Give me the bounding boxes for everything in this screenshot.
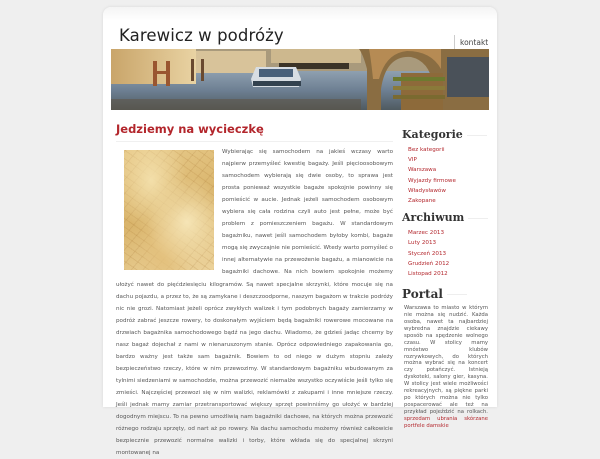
list-item: [408, 249, 488, 259]
banner-post-4: [201, 59, 204, 81]
post-text: Wybierając się samochodem na jakieś wczasy warto najpierw przemyśleć kwestię bagaży. Jeśli pięcioosobowym samochodem wybierają się dwie osoby, to sprawa jest prosta ponieważ wszystkie bagaże spokojnie powinny się pomieścić w aucie. Jednak jeżeli samochodem osobowym wybiera się cała rodzina czyli auto jest pełne, może być problem z pomieszczeniem bagażu. W standardowym bagażniku, nawet jeśli samochodem byłoby kombi, bagaże mogą się zwyczajnie nie pomieścić. Wtedy warto pomyśleć o innej alternatywie na przewożenie bagażu, a mianowicie na bagażniki dachowe. Na nich bowiem spokojnie możemy ułożyć nawet do pięćdziesięciu kilogramów. Są nawet specjalne skrzynki, które mocuje się na dachu pojazdu, a przez to, że są zamykane i deszczoodporne, naszym bagażom w trakcie podróży nic nie grozi. Natomiast jeżeli oprócz zwykłych walizek i tym podobnych bagaży zamierzamy w podróż zabrać jeszcze rowery, to doskonałym wyjściem będą bagażniki rowerowe mocowane na drzwiach bagażnika samochodowego bądź na jego dachu. Wiadomo, że gdzieś jadąc chcemy by nasz bagaż dojechał z nami w nienaruszonym stanie. Oprócz odpowiedniego zapakowania go, bardzo ważny jest także sam bagażnik. Bowiem to od niego w dużym stopniu zależy bezpieczeństwo rzeczy, które w nim przewozimy. W standardowym bagażniku wbudowanym za tylnimi siedzeniami w samochodzie, można przewozić niemalże wszystko oczywiście jeśli tylko się zmieści. Najczęściej przewozi się w nim walizki, reklamówki z zakupami i inne mniejsze rzeczy. Jeśli jednak mamy zamiar przetransportować większy sprzęt powinniśmy go ułożyć w bardziej dogodnym miejscu. To na pewno umożliwią nam bagażniki dachowe, na których można przewozić różnego rodzaju sprzęty, od nart aż po rowery. Na dachu samochodu możemy również całkowicie bezpiecznie przewozić normalne walizki i torby, które wkłada się do specjalnej skrzyni montowanej na: [116, 149, 393, 457]
category-link[interactable]: Władysławów: [408, 187, 446, 194]
banner-boat-window: [259, 69, 293, 77]
categories-list: [408, 145, 488, 206]
archive-link[interactable]: Marzec 2013: [408, 230, 445, 237]
archive-link[interactable]: Styczeń 2013: [408, 250, 447, 257]
widget-title-portal: Portal: [402, 287, 488, 301]
portal-link[interactable]: sprzedam ubrania: [404, 415, 458, 422]
banner-foreground: [111, 99, 361, 110]
list-item: [408, 238, 488, 248]
banner-pier-plank-3: [393, 95, 445, 99]
portal-link[interactable]: skórzane portfele: [404, 415, 488, 429]
banner-far-buildings: [271, 49, 361, 63]
category-link[interactable]: Bez kategorii: [408, 147, 445, 153]
portal-link[interactable]: damskie: [426, 422, 449, 429]
portal-description: Warszawa to miasto w którym nie można się nudzić. Każda osoba, nawet ta najbardziej wybredna znajdzie ciekawy sposób na spędzenie wolnego czasu. W stolicy mamy mnóstwo klubów rozrywkowych, do których można wybrać się na koncert czy potańczyć. Istnieją dyskoteki, salony gier, kasyna. W stolicy jest wiele możliwości rekreacyjnych, są piękne parki po których można nie tylko pospacerować ale też na przykład pojeździć na rolkach.: [404, 305, 488, 415]
banner-post-bar: [153, 71, 170, 74]
category-link[interactable]: Zakopane: [408, 198, 436, 205]
list-item: [408, 165, 488, 175]
post-thumbnail-crumpled-paper: [124, 150, 214, 270]
list-item: [408, 145, 488, 155]
banner-right-shadow: [447, 57, 489, 97]
category-link[interactable]: Wyjazdy firmowe: [408, 177, 456, 184]
archive-link[interactable]: Luty 2013: [408, 240, 437, 247]
portal-text: [404, 305, 488, 429]
list-item: [408, 186, 488, 196]
banner-boat-hull: [253, 81, 301, 86]
archive-link[interactable]: Listopad 2012: [408, 271, 448, 278]
archives-list: [408, 228, 488, 279]
page-container: [103, 7, 497, 457]
banner-river-scene: [111, 49, 489, 110]
main-content: [116, 122, 393, 459]
page-top-edge: [103, 7, 497, 21]
category-link[interactable]: Warszawa: [408, 167, 437, 174]
list-item: [408, 155, 488, 165]
banner-post-3: [191, 59, 194, 81]
category-link[interactable]: VIP: [408, 157, 417, 164]
list-item: [408, 259, 488, 269]
list-item: [408, 196, 488, 206]
list-item: [408, 228, 488, 238]
header-banner-image: [111, 49, 489, 110]
sidebar: [402, 128, 488, 430]
widget-title-archives: Archiwum: [402, 211, 488, 224]
banner-pier-plank-1: [393, 77, 445, 81]
nav-item-kontakt[interactable]: kontakt: [460, 38, 489, 47]
widget-title-categories: Kategorie: [402, 128, 488, 141]
post-body: [116, 146, 393, 459]
banner-pier-plank-2: [393, 86, 445, 90]
list-item: [408, 176, 488, 186]
portal-links: [404, 416, 488, 429]
list-item: [408, 269, 488, 279]
main-nav: [454, 35, 488, 50]
site-title[interactable]: Karewicz w podróży: [119, 26, 284, 45]
post-title[interactable]: Jedziemy na wycieczkę: [116, 122, 393, 142]
archive-link[interactable]: Grudzień 2012: [408, 260, 450, 267]
